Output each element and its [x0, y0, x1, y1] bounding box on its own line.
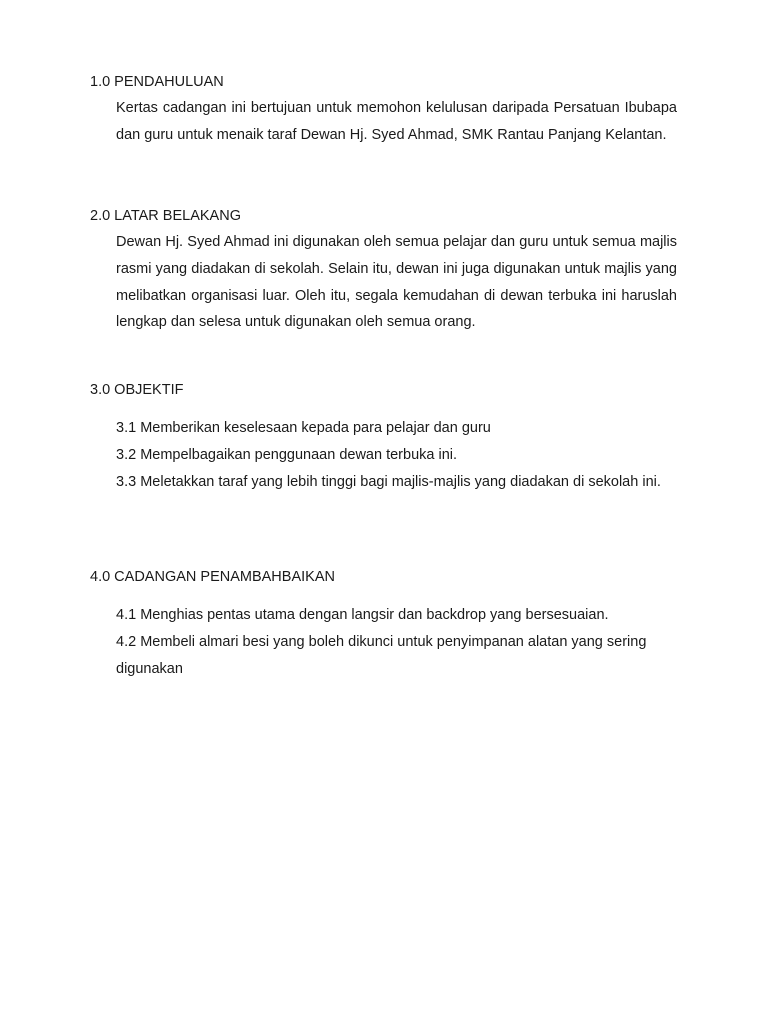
objektif-list	[116, 415, 677, 496]
item-text: Menghias pentas utama dengan langsir dan backdrop yang bersesuaian.	[140, 607, 609, 623]
item-number: 3.3	[116, 474, 137, 490]
section-heading-pendahuluan: 1.0 PENDAHULUAN	[90, 74, 224, 90]
item-text: Membeli almari besi yang boleh dikunci untuk penyimpanan alatan yang sering digunakan	[116, 634, 647, 677]
item-text: Mempelbagaikan penggunaan dewan terbuka ini.	[140, 447, 458, 463]
item-number: 4.1	[116, 607, 137, 623]
list-item	[116, 629, 677, 683]
list-item	[116, 469, 677, 496]
item-text: Meletakkan taraf yang lebih tinggi bagi majlis-majlis yang diadakan di sekolah ini.	[140, 474, 661, 490]
section-heading-objektif: 3.0 OBJEKTIF	[90, 382, 184, 398]
section-heading-cadangan-penambahbaikan: 4.0 CADANGAN PENAMBAHBAIKAN	[90, 569, 335, 585]
list-item	[116, 602, 677, 629]
item-number: 3.2	[116, 447, 137, 463]
cadangan-list	[116, 602, 677, 683]
item-text: Memberikan keselesaan kepada para pelajar dan guru	[140, 420, 491, 436]
item-number: 3.1	[116, 420, 137, 436]
item-number: 4.2	[116, 634, 137, 650]
list-item	[116, 442, 677, 469]
section-paragraph-pendahuluan: Kertas cadangan ini bertujuan untuk memohon kelulusan daripada Persatuan Ibubapa dan guru untuk menaik taraf Dewan Hj. Syed Ahmad, SMK Rantau Panjang Kelantan.	[116, 100, 677, 143]
list-item	[116, 415, 677, 442]
section-paragraph-latar-belakang: Dewan Hj. Syed Ahmad ini digunakan oleh semua pelajar dan guru untuk semua majlis rasmi yang diadakan di sekolah. Selain itu, dewan ini juga digunakan untuk majlis yang melibatkan organisasi luar. Oleh itu, segala kemudahan di dewan terbuka ini haruslah lengkap dan selesa untuk digunakan oleh semua orang.	[116, 234, 677, 331]
section-heading-latar-belakang: 2.0 LATAR BELAKANG	[90, 208, 241, 224]
